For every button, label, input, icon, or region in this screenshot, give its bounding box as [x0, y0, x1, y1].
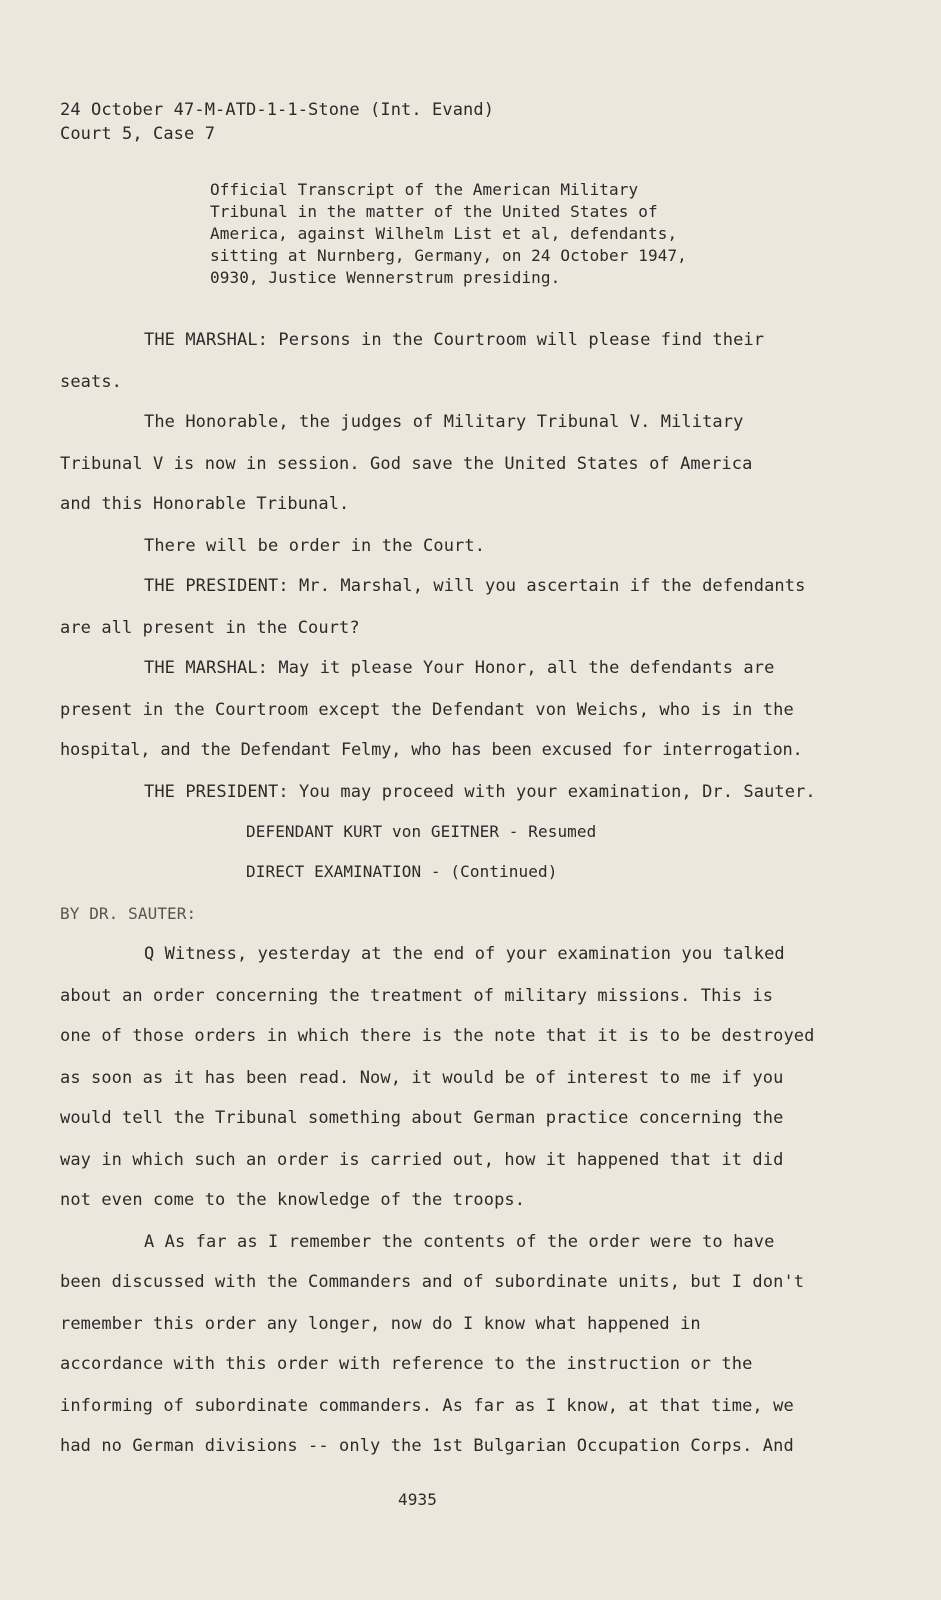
caption-line: 0930, Justice Wennerstrum presiding.	[210, 268, 561, 287]
caption-line: America, against Wilhelm List et al, defendants,	[210, 224, 678, 243]
section-heading: DIRECT EXAMINATION - (Continued)	[246, 862, 558, 881]
transcript-line: The Honorable, the judges of Military Tribunal V. Military	[144, 412, 744, 432]
caption-line: Tribunal in the matter of the United States of	[210, 202, 658, 221]
question-line: one of those orders in which there is the note that it is to be destroyed	[60, 1026, 815, 1046]
section-heading: DEFENDANT KURT von GEITNER - Resumed	[246, 822, 597, 841]
transcript-line: seats.	[60, 372, 123, 392]
question-line: as soon as it has been read. Now, it would be of interest to me if you	[60, 1068, 784, 1088]
answer-line: A As far as I remember the contents of the order were to have	[144, 1232, 775, 1252]
transcript-line: There will be order in the Court.	[144, 536, 486, 556]
transcript-line: and this Honorable Tribunal.	[60, 494, 350, 514]
transcript-line: THE MARSHAL: Persons in the Courtroom will please find their	[144, 330, 765, 350]
page-number: 4935	[398, 1490, 437, 1509]
answer-line: had no German divisions -- only the 1st Bulgarian Occupation Corps. And	[60, 1436, 794, 1456]
question-line: Q Witness, yesterday at the end of your examination you talked	[144, 944, 785, 964]
question-line: would tell the Tribunal something about German practice concerning the	[60, 1108, 784, 1128]
transcript-line: hospital, and the Defendant Felmy, who has been excused for interrogation.	[60, 740, 803, 760]
transcript-line: THE PRESIDENT: You may proceed with your examination, Dr. Sauter.	[144, 782, 816, 802]
caption-line: sitting at Nurnberg, Germany, on 24 October 1947,	[210, 246, 687, 265]
transcript-line: THE MARSHAL: May it please Your Honor, all the defendants are	[144, 658, 775, 678]
header-line-2: Court 5, Case 7	[60, 124, 216, 144]
transcript-line: are all present in the Court?	[60, 618, 360, 638]
question-line: about an order concerning the treatment of military missions. This is	[60, 986, 774, 1006]
answer-line: been discussed with the Commanders and of subordinate units, but I don't	[60, 1272, 805, 1292]
question-line: way in which such an order is carried out, how it happened that it did	[60, 1150, 784, 1170]
answer-line: accordance with this order with reference to the instruction or the	[60, 1354, 753, 1374]
transcript-line: Tribunal V is now in session. God save the United States of America	[60, 454, 753, 474]
header-line-1: 24 October 47-M-ATD-1-1-Stone (Int. Evand)	[60, 100, 495, 120]
examiner-label: BY DR. SAUTER:	[60, 904, 197, 923]
transcript-line: THE PRESIDENT: Mr. Marshal, will you ascertain if the defendants	[144, 576, 806, 596]
answer-line: informing of subordinate commanders. As far as I know, at that time, we	[60, 1396, 794, 1416]
question-line: not even come to the knowledge of the troops.	[60, 1190, 526, 1210]
caption-line: Official Transcript of the American Military	[210, 180, 639, 199]
answer-line: remember this order any longer, now do I know what happened in	[60, 1314, 701, 1334]
transcript-line: present in the Courtroom except the Defendant von Weichs, who is in the	[60, 700, 794, 720]
